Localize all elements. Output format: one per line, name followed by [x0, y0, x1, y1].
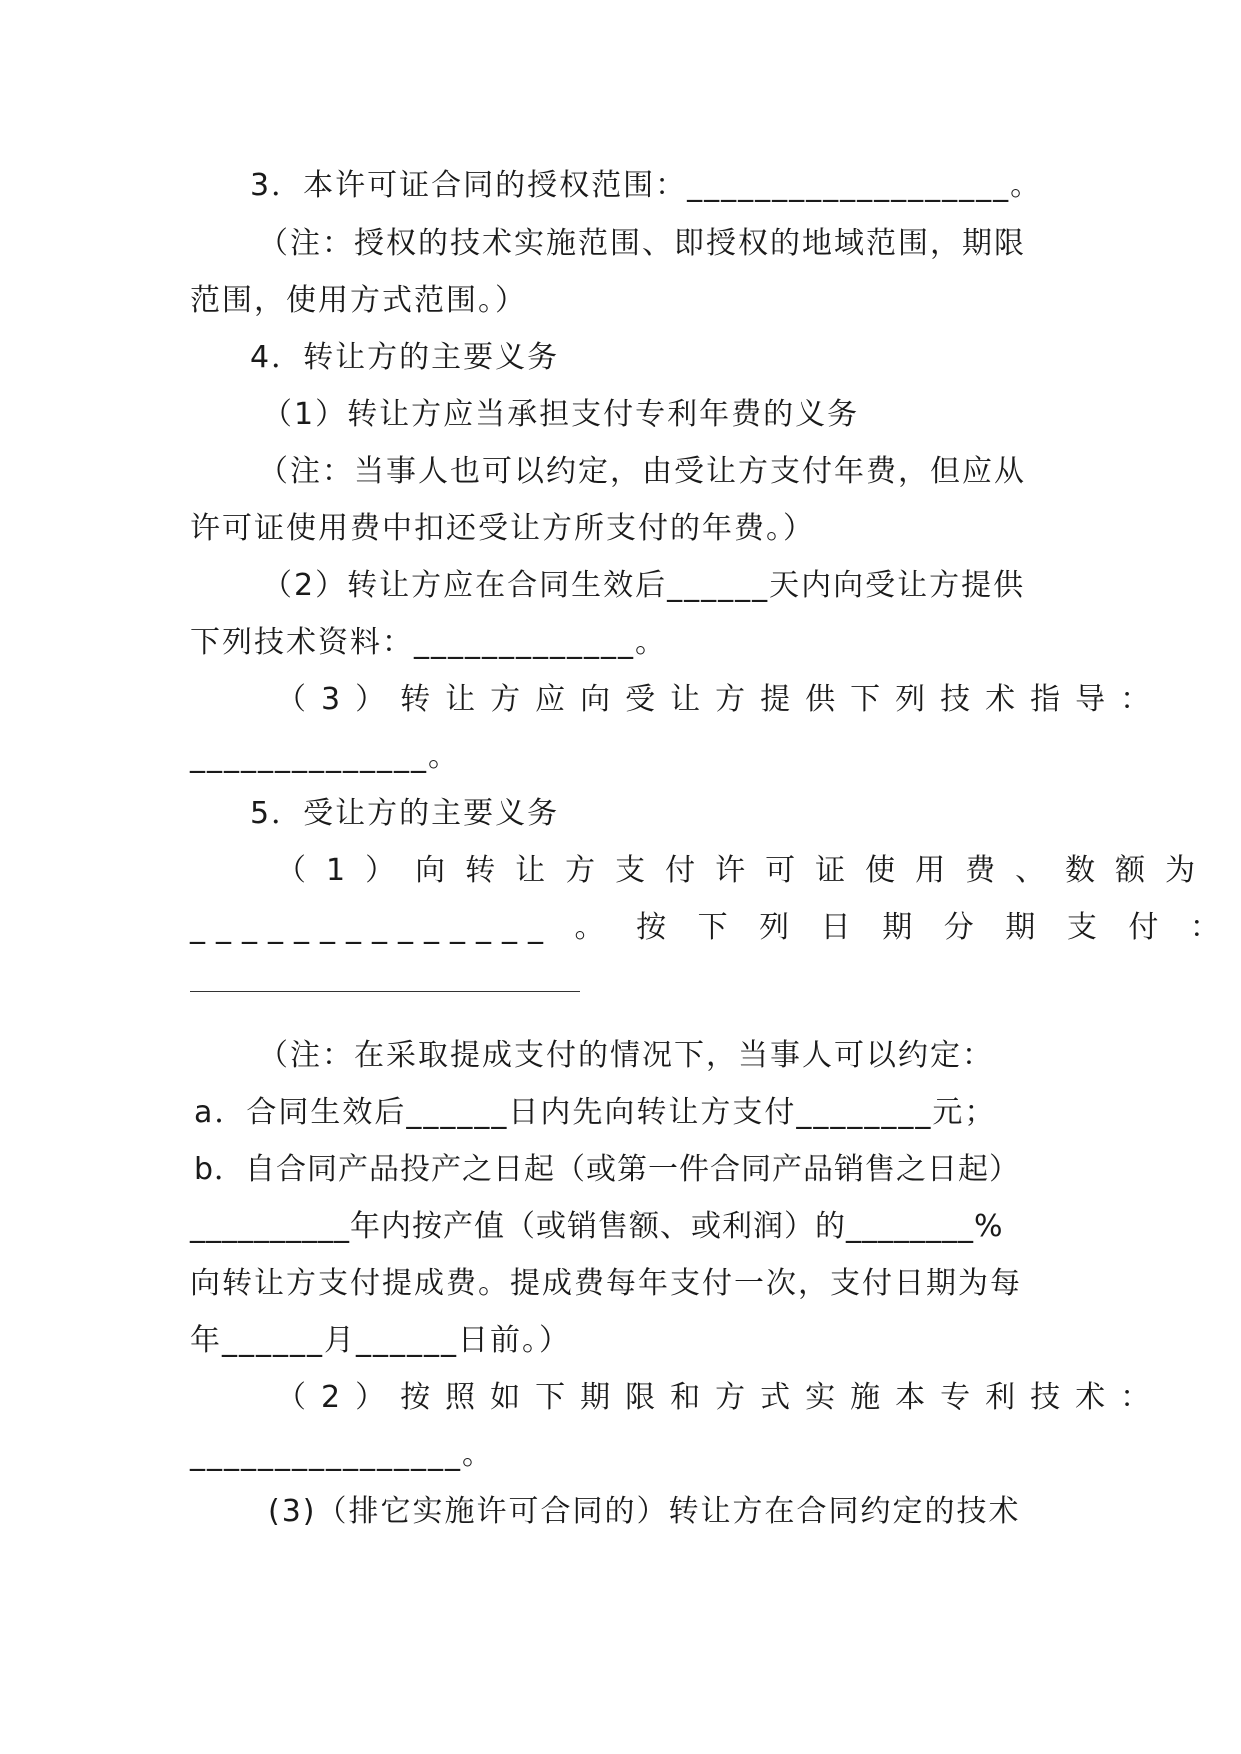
note-scope-line-2: 范围，使用方式范围。） [190, 283, 527, 318]
clause-5-2-line-2: ________________。 [190, 1437, 494, 1472]
note-royalty-payment-line-1: 向转让方支付提成费。提成费每年支付一次，支付日期为每 [190, 1266, 1022, 1301]
clause-5-1-line-2: ______________ 。 按 下 列 日 期 分 期 支 付 ： [190, 910, 1231, 945]
clause-5-heading: 5．受让方的主要义务 [250, 796, 560, 831]
clause-4-3-line-2: ______________。 [190, 739, 460, 774]
clause-4-3-line-1: （3）转让方应向受让方提供下列技术指导： [276, 682, 1166, 717]
note-annual-fee-line-2: 许可证使用费中扣还受让方所支付的年费。） [190, 511, 815, 546]
clause-4-2-line-2: 下列技术资料：_____________。 [190, 625, 667, 660]
clause-4-1: （1）转让方应当承担支付专利年费的义务 [262, 397, 860, 432]
clause-4-heading: 4．转让方的主要义务 [250, 340, 560, 375]
note-scope-line-1: （注：授权的技术实施范围、即授权的地域范围，期限 [258, 226, 1026, 261]
note-royalty-a: a．合同生效后______日内先向转让方支付________元； [194, 1095, 997, 1130]
clause-4-2-line-1: （2）转让方应在合同生效后______天内向受让方提供 [262, 568, 1026, 603]
note-royalty-payment-line-2: 年______月______日前。） [190, 1323, 571, 1358]
clause-5-2-line-1: （2）按照如下期限和方式实施本专利技术： [276, 1380, 1166, 1415]
note-annual-fee-line-1: （注：当事人也可以约定，由受让方支付年费，但应从 [258, 454, 1026, 489]
note-royalty-b: b．自合同产品投产之日起（或第一件合同产品销售之日起） [194, 1152, 1021, 1187]
clause-5-1-line-1: （1）向转让方支付许可证使用费、数额为 [276, 853, 1216, 888]
clause-5-3: (3)（排它实施许可合同的）转让方在合同约定的技术 [268, 1494, 1021, 1529]
note-royalty-percent: __________年内按产值（或销售额、或利润）的________% [190, 1209, 1004, 1244]
installment-schedule-blank [190, 990, 580, 992]
clause-3-scope: 3．本许可证合同的授权范围：___________________。 [250, 168, 1043, 203]
note-royalty-intro: （注：在采取提成支付的情况下，当事人可以约定： [258, 1038, 994, 1073]
